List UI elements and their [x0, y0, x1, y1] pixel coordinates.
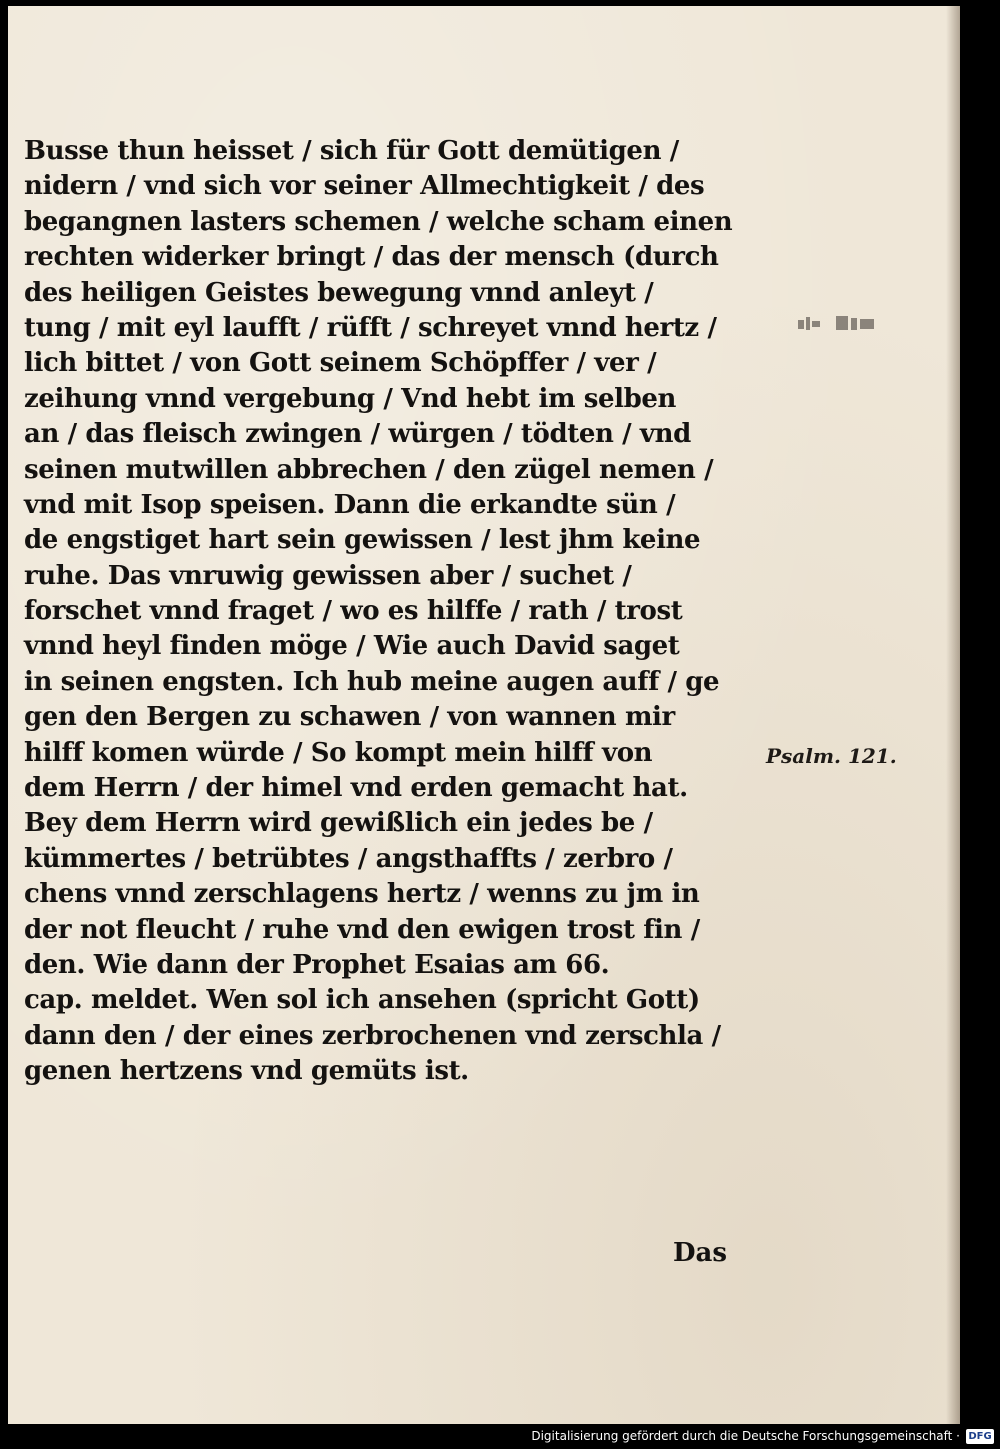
text-line: an / das fleisch zwingen / würgen / tödten / vnd — [24, 419, 691, 450]
text-line: vnd mit Isop speisen. Dann die erkandte sün / — [24, 489, 676, 520]
text-line: de engstiget hart sein gewissen / lest jhm keine — [24, 525, 701, 556]
text-line: ruhe. Das vnruwig gewissen aber / suchet / — [24, 560, 632, 591]
margin-smudge-mark — [796, 308, 882, 338]
text-line: zeihung vnnd vergebung / Vnd hebt im selben — [24, 383, 677, 414]
text-line: Busse thun heisset / sich für Gott demütigen / — [24, 136, 679, 166]
footer-bar — [0, 1426, 1000, 1449]
text-line: genen hertzens vnd gemüts ist. — [24, 1056, 469, 1087]
text-line: begangnen lasters schemen / welche scham einen — [24, 206, 733, 237]
text-line: tung / mit eyl laufft / rüfft / schreyet vnnd hertz / — [24, 312, 717, 343]
body-text — [24, 134, 764, 1090]
text-line: cap. meldet. Wen sol ich ansehen (spricht Gott) — [24, 985, 700, 1016]
text-line: der not fleucht / ruhe vnd den ewigen trost fin / — [24, 914, 700, 945]
page-edge-shadow — [946, 6, 960, 1424]
text-line: lich bittet / von Gott seinem Schöpffer / ver / — [24, 348, 657, 379]
text-line: des heiligen Geistes bewegung vnnd anleyt / — [24, 277, 654, 308]
text-line: den. Wie dann der Prophet Esaias am 66. — [24, 949, 610, 980]
margin-note: Psalm. 121. — [766, 744, 897, 768]
catchword: Das — [673, 1238, 728, 1268]
dfg-logo-icon: DFG — [966, 1429, 994, 1444]
footer-credit: Digitalisierung gefördert durch die Deutsche Forschungsgemeinschaft · — [531, 1429, 960, 1443]
text-line: hilff komen würde / So kompt mein hilff von — [24, 737, 653, 768]
scanned-page — [8, 6, 960, 1424]
text-line: gen den Bergen zu schawen / von wannen mir — [24, 702, 675, 733]
text-line: Bey dem Herrn wird gewißlich ein jedes be / — [24, 808, 653, 839]
text-line: chens vnnd zerschlagens hertz / wenns zu jm in — [24, 879, 700, 910]
text-line: kümmertes / betrübtes / angsthaffts / zerbro / — [24, 843, 673, 874]
text-line: rechten widerker bringt / das der mensch (durch — [24, 242, 719, 273]
text-line: dann den / der eines zerbrochenen vnd zerschla / — [24, 1020, 721, 1051]
text-line: vnnd heyl finden möge / Wie auch David saget — [24, 631, 680, 662]
text-line: nidern / vnd sich vor seiner Allmechtigkeit / des — [24, 171, 705, 202]
text-line: in seinen engsten. Ich hub meine augen auff / ge — [24, 666, 720, 697]
text-line: forschet vnnd fraget / wo es hilffe / rath / trost — [24, 596, 683, 627]
text-line: dem Herrn / der himel vnd erden gemacht hat. — [24, 773, 688, 804]
text-line: seinen mutwillen abbrechen / den zügel nemen / — [24, 454, 714, 485]
